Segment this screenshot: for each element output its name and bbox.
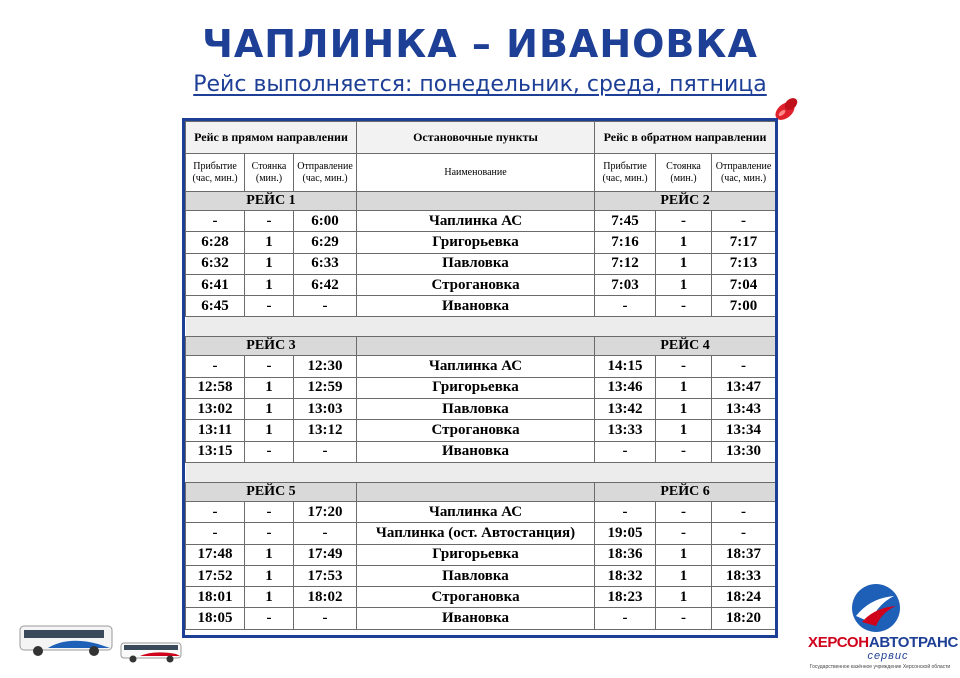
cell-departure-forward: 17:49 <box>294 544 357 565</box>
cell-arrival-backward: - <box>595 441 656 462</box>
cell-stop-forward: - <box>245 608 294 629</box>
table-row <box>186 544 776 565</box>
cell-stop-forward: - <box>245 356 294 377</box>
table-row <box>186 399 776 420</box>
trip-header-row <box>186 192 776 211</box>
cell-departure-forward: 18:02 <box>294 587 357 608</box>
cell-stop-backward: 1 <box>656 274 712 295</box>
cell-arrival-forward: 18:05 <box>186 608 245 629</box>
forward-direction-header: Рейс в прямом направлении <box>186 122 357 154</box>
cell-arrival-forward: - <box>186 211 245 232</box>
cell-stop-name: Григорьевка <box>357 377 595 398</box>
cell-arrival-backward: 18:36 <box>595 544 656 565</box>
cell-stop-forward: 1 <box>245 274 294 295</box>
cell-arrival-backward: 14:15 <box>595 356 656 377</box>
cell-stop-name: Строгановка <box>357 274 595 295</box>
page-subtitle: Рейс выполняется: понедельник, среда, пятница <box>193 72 767 97</box>
backward-direction-header: Рейс в обратном направлении <box>595 122 776 154</box>
table-row <box>186 377 776 398</box>
col-stop-name: Наименование <box>357 154 595 192</box>
cell-departure-forward: 13:03 <box>294 399 357 420</box>
cell-stop-forward: - <box>245 441 294 462</box>
cell-departure-forward: - <box>294 523 357 544</box>
col-stop-backward: Стоянка (мин.) <box>656 154 712 192</box>
col-arrival-backward: Прибытие (час, мин.) <box>595 154 656 192</box>
spacer-cell <box>186 317 776 337</box>
table-row <box>186 441 776 462</box>
cell-departure-backward: 18:20 <box>712 608 776 629</box>
cell-departure-backward: 13:30 <box>712 441 776 462</box>
trip-header-row <box>186 482 776 501</box>
col-stop-forward: Стоянка (мин.) <box>245 154 294 192</box>
page-title: ЧАПЛИНКА – ИВАНОВКА <box>202 22 758 66</box>
trip-header-blank <box>357 337 595 356</box>
cell-stop-backward: - <box>656 211 712 232</box>
table-row <box>186 356 776 377</box>
cell-stop-forward: 1 <box>245 565 294 586</box>
cell-arrival-backward: 7:12 <box>595 253 656 274</box>
cell-arrival-forward: 6:41 <box>186 274 245 295</box>
table-row <box>186 296 776 317</box>
cell-stop-backward: - <box>656 523 712 544</box>
logo-subtitle: сервис <box>867 650 909 662</box>
cell-stop-name: Павловка <box>357 253 595 274</box>
col-departure-forward: Отправление (час, мин.) <box>294 154 357 192</box>
cell-departure-backward: 7:04 <box>712 274 776 295</box>
cell-stop-forward: 1 <box>245 420 294 441</box>
cell-stop-name: Чаплинка АС <box>357 356 595 377</box>
cell-stop-backward: - <box>656 356 712 377</box>
cell-arrival-forward: 6:28 <box>186 232 245 253</box>
column-header-row <box>186 154 776 192</box>
bus-icon <box>120 640 184 664</box>
cell-arrival-backward: 13:42 <box>595 399 656 420</box>
cell-stop-backward: 1 <box>656 565 712 586</box>
bus-icon <box>18 622 116 658</box>
cell-stop-backward: - <box>656 296 712 317</box>
cell-departure-forward: 17:20 <box>294 501 357 522</box>
cell-departure-backward: 18:33 <box>712 565 776 586</box>
cell-departure-forward: 6:42 <box>294 274 357 295</box>
cell-stop-backward: 1 <box>656 420 712 441</box>
trip-label-backward: РЕЙС 2 <box>595 192 776 211</box>
cell-arrival-forward: 6:32 <box>186 253 245 274</box>
cell-arrival-backward: - <box>595 296 656 317</box>
cell-stop-backward: 1 <box>656 399 712 420</box>
cell-arrival-forward: - <box>186 523 245 544</box>
cell-stop-forward: 1 <box>245 544 294 565</box>
spacer-row <box>186 462 776 482</box>
cell-departure-forward: 6:33 <box>294 253 357 274</box>
cell-stop-forward: - <box>245 523 294 544</box>
table-row <box>186 274 776 295</box>
cell-stop-backward: - <box>656 441 712 462</box>
cell-stop-name: Чаплинка (ост. Автостанция) <box>357 523 595 544</box>
table-row <box>186 253 776 274</box>
cell-stop-name: Григорьевка <box>357 544 595 565</box>
trip-label-forward: РЕЙС 5 <box>186 482 357 501</box>
cell-stop-backward: 1 <box>656 587 712 608</box>
logo-small-text: Государственное казённое учреждение Херсонской области <box>809 664 951 670</box>
table-row <box>186 501 776 522</box>
schedule-table <box>185 121 776 630</box>
trip-label-forward: РЕЙС 3 <box>186 337 357 356</box>
cell-departure-forward: 12:30 <box>294 356 357 377</box>
cell-stop-name: Ивановка <box>357 441 595 462</box>
cell-arrival-backward: 13:46 <box>595 377 656 398</box>
cell-arrival-forward: 17:52 <box>186 565 245 586</box>
table-row <box>186 523 776 544</box>
cell-stop-name: Строгановка <box>357 587 595 608</box>
cell-departure-forward: - <box>294 608 357 629</box>
cell-stop-name: Чаплинка АС <box>357 501 595 522</box>
cell-stop-backward: 1 <box>656 232 712 253</box>
cell-departure-forward: 12:59 <box>294 377 357 398</box>
cell-arrival-backward: - <box>595 608 656 629</box>
trip-label-backward: РЕЙС 6 <box>595 482 776 501</box>
cell-departure-backward: 13:34 <box>712 420 776 441</box>
cell-stop-name: Григорьевка <box>357 232 595 253</box>
cell-stop-backward: - <box>656 501 712 522</box>
cell-stop-name: Чаплинка АС <box>357 211 595 232</box>
cell-stop-forward: 1 <box>245 253 294 274</box>
cell-stop-backward: 1 <box>656 253 712 274</box>
cell-arrival-backward: 13:33 <box>595 420 656 441</box>
cell-departure-forward: 6:00 <box>294 211 357 232</box>
cell-arrival-backward: - <box>595 501 656 522</box>
cell-arrival-backward: 7:03 <box>595 274 656 295</box>
cell-departure-backward: 7:17 <box>712 232 776 253</box>
cell-arrival-forward: 6:45 <box>186 296 245 317</box>
cell-stop-backward: 1 <box>656 377 712 398</box>
schedule-frame <box>182 118 778 638</box>
cell-stop-name: Павловка <box>357 565 595 586</box>
spacer-cell <box>186 462 776 482</box>
cell-departure-forward: 6:29 <box>294 232 357 253</box>
cell-departure-backward: 7:00 <box>712 296 776 317</box>
spacer-row <box>186 317 776 337</box>
table-row <box>186 420 776 441</box>
cell-departure-backward: 18:24 <box>712 587 776 608</box>
cell-departure-forward: - <box>294 441 357 462</box>
trip-header-row <box>186 337 776 356</box>
table-row <box>186 608 776 629</box>
stops-header: Остановочные пункты <box>357 122 595 154</box>
table-row <box>186 565 776 586</box>
cell-stop-forward: 1 <box>245 377 294 398</box>
cell-departure-backward: - <box>712 501 776 522</box>
cell-arrival-forward: 13:02 <box>186 399 245 420</box>
logo-emblem-icon <box>850 582 902 634</box>
cell-arrival-forward: 18:01 <box>186 587 245 608</box>
cell-stop-forward: - <box>245 296 294 317</box>
group-header-row <box>186 122 776 154</box>
cell-departure-backward: 18:37 <box>712 544 776 565</box>
cell-arrival-backward: 18:23 <box>595 587 656 608</box>
cell-stop-name: Строгановка <box>357 420 595 441</box>
table-row <box>186 211 776 232</box>
cell-departure-backward: 7:13 <box>712 253 776 274</box>
cell-stop-forward: - <box>245 501 294 522</box>
cell-arrival-forward: 13:15 <box>186 441 245 462</box>
cell-arrival-forward: 17:48 <box>186 544 245 565</box>
cell-stop-forward: 1 <box>245 587 294 608</box>
cell-arrival-forward: 12:58 <box>186 377 245 398</box>
trip-header-blank <box>357 192 595 211</box>
cell-stop-name: Ивановка <box>357 608 595 629</box>
cell-arrival-forward: - <box>186 501 245 522</box>
cell-arrival-forward: - <box>186 356 245 377</box>
cell-stop-backward: 1 <box>656 544 712 565</box>
cell-departure-forward: - <box>294 296 357 317</box>
logo-wordmark: ХЕРСОНАВТОТРАНС <box>808 634 959 651</box>
trip-header-blank <box>357 482 595 501</box>
cell-stop-name: Павловка <box>357 399 595 420</box>
cell-arrival-forward: 13:11 <box>186 420 245 441</box>
cell-departure-forward: 17:53 <box>294 565 357 586</box>
cell-departure-backward: - <box>712 211 776 232</box>
cell-stop-backward: - <box>656 608 712 629</box>
cell-stop-name: Ивановка <box>357 296 595 317</box>
cell-stop-forward: 1 <box>245 232 294 253</box>
trip-label-backward: РЕЙС 4 <box>595 337 776 356</box>
cell-departure-backward: 13:43 <box>712 399 776 420</box>
cell-stop-forward: - <box>245 211 294 232</box>
col-departure-backward: Отправление (час, мин.) <box>712 154 776 192</box>
cell-arrival-backward: 7:16 <box>595 232 656 253</box>
cell-arrival-backward: 18:32 <box>595 565 656 586</box>
table-row <box>186 587 776 608</box>
cell-departure-forward: 13:12 <box>294 420 357 441</box>
trip-label-forward: РЕЙС 1 <box>186 192 357 211</box>
cell-arrival-backward: 19:05 <box>595 523 656 544</box>
col-arrival-forward: Прибытие (час, мин.) <box>186 154 245 192</box>
cell-departure-backward: - <box>712 523 776 544</box>
cell-arrival-backward: 7:45 <box>595 211 656 232</box>
cell-departure-backward: 13:47 <box>712 377 776 398</box>
table-row <box>186 232 776 253</box>
cell-stop-forward: 1 <box>245 399 294 420</box>
cell-departure-backward: - <box>712 356 776 377</box>
